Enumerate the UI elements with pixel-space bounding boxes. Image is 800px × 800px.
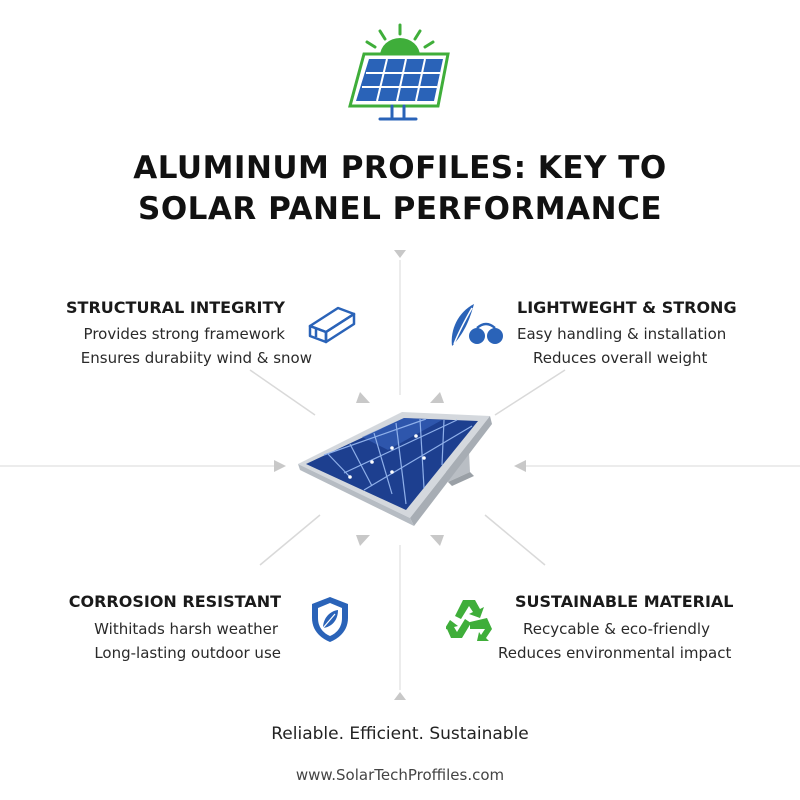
solar-panel-sun-icon	[342, 22, 458, 122]
feature-line-corrosion-1: Withitads harsh weather	[94, 620, 278, 638]
aluminum-profile-icon	[306, 302, 360, 346]
feature-line-lightweight-2: Reduces overall weight	[533, 349, 708, 367]
feature-line-structural-1: Provides strong framework	[83, 325, 285, 343]
tagline: Reliable. Efficient. Sustainable	[271, 724, 529, 744]
feature-title-lightweight: LIGHTWEGHT & STRONG	[517, 298, 737, 317]
feature-title-corrosion: CORROSION RESISTANT	[68, 592, 281, 611]
page-title-line-1: ALUMINUM PROFILES: KEY TO	[133, 150, 667, 186]
feature-line-corrosion-2: Long-lasting outdoor use	[94, 644, 281, 662]
feature-line-sustainable-1: Recycable & eco-friendly	[523, 620, 710, 638]
page-title-line-2: SOLAR PANEL PERFORMANCE	[138, 191, 662, 227]
feather-weight-icon	[444, 300, 506, 350]
feature-line-structural-2: Ensures durabiity wind & snow	[80, 349, 312, 367]
website-url: www.SolarTechProffiles.com	[295, 766, 505, 784]
recycle-icon	[446, 596, 494, 642]
feature-title-structural: STRUCTURAL INTEGRITY	[66, 298, 285, 317]
solar-panel-with-aluminum-frame	[292, 402, 498, 528]
shield-leaf-icon	[308, 594, 352, 644]
feature-title-sustainable: SUSTAINABLE MATERIAL	[515, 592, 734, 611]
feature-line-lightweight-1: Easy handling & installation	[517, 325, 727, 343]
feature-line-sustainable-2: Reduces environmental impact	[498, 644, 732, 662]
